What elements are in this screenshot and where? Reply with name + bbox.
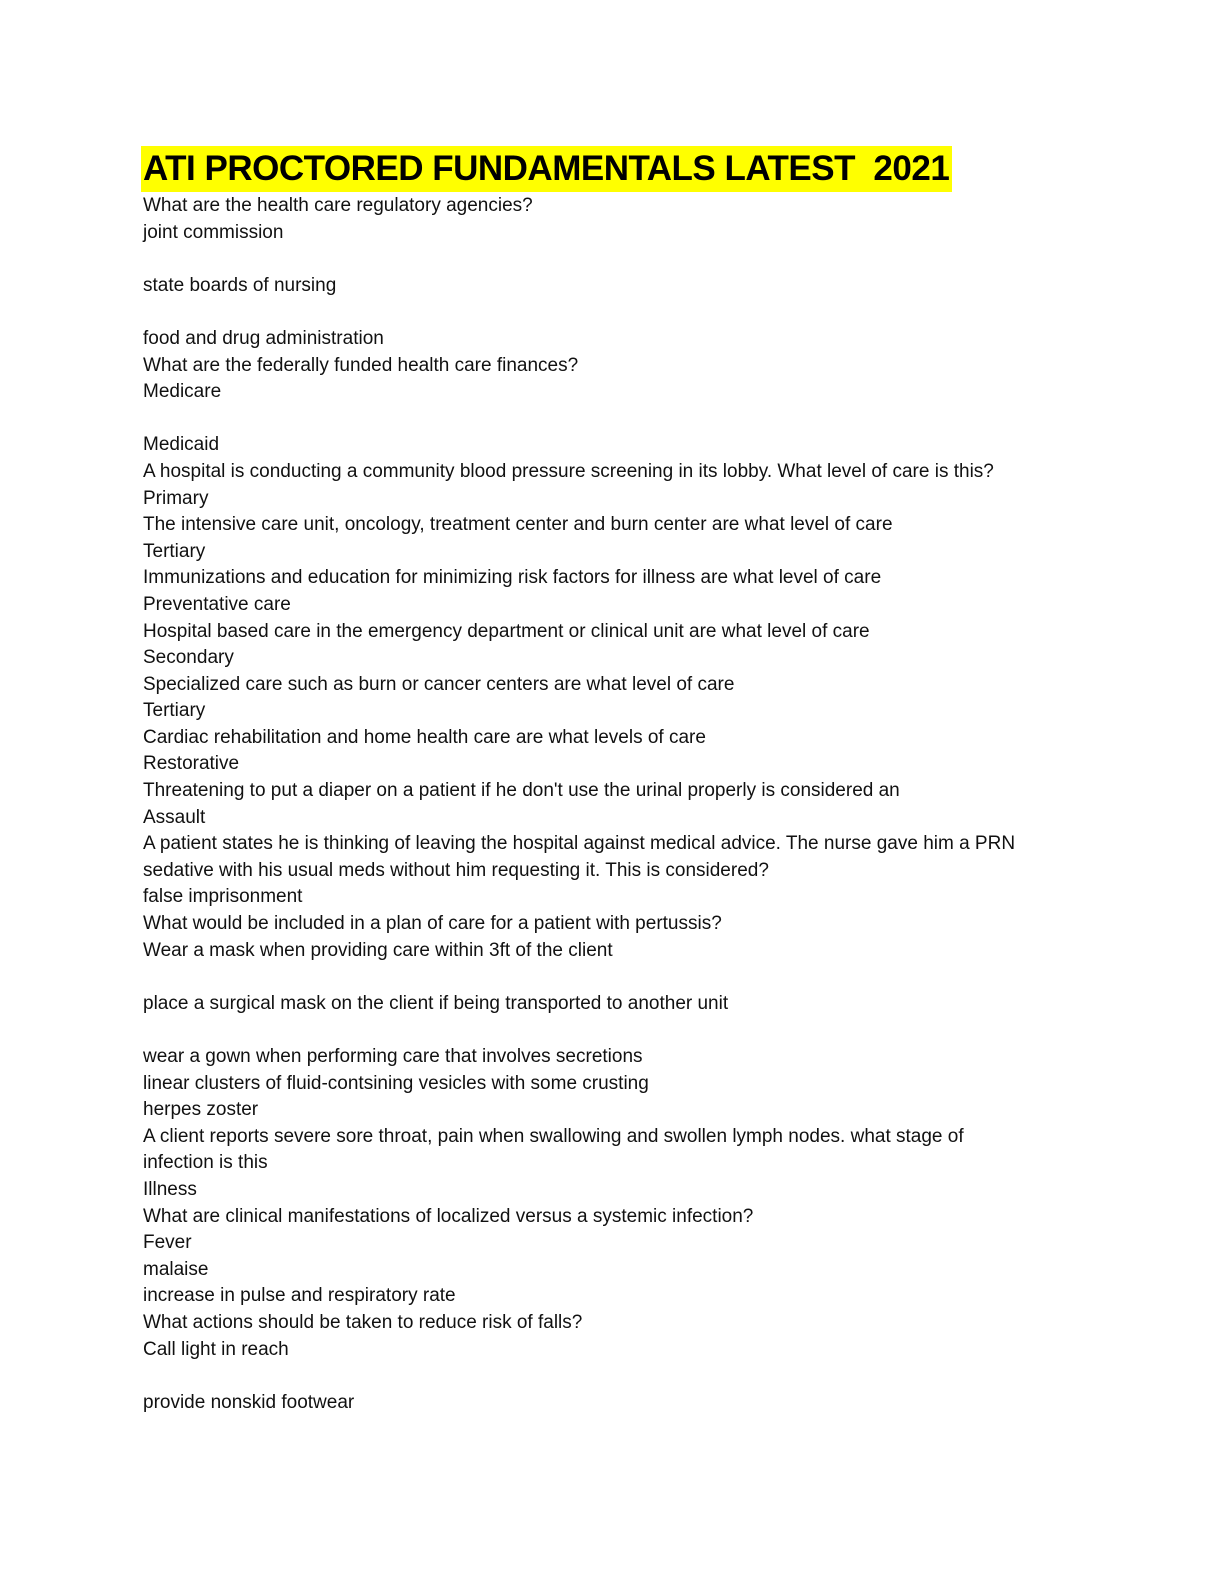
text-line: joint commission: [143, 221, 284, 243]
text-line: sedative with his usual meds without him requesting it. This is considered?: [143, 859, 769, 881]
blank-line: [143, 406, 1083, 433]
text-line: A patient states he is thinking of leaving the hospital against medical advice. The nurse gave him a PRN: [143, 833, 1016, 855]
text-line: Fever: [143, 1232, 192, 1254]
text-line: provide nonskid footwear: [143, 1391, 355, 1413]
blank-line: [143, 246, 1083, 273]
document-title: ATI PROCTORED FUNDAMENTALS LATEST 2021: [141, 146, 952, 192]
text-line: Cardiac rehabilitation and home health care are what levels of care: [143, 726, 706, 748]
text-line: increase in pulse and respiratory rate: [143, 1285, 456, 1307]
text-line: Assault: [143, 806, 206, 828]
text-line: place a surgical mask on the client if being transported to another unit: [143, 992, 729, 1014]
text-line: Hospital based care in the emergency department or clinical unit are what level of care: [143, 620, 870, 642]
text-line: Tertiary: [143, 540, 206, 562]
text-line: What are the federally funded health care finances?: [143, 354, 579, 376]
text-line: What are clinical manifestations of localized versus a systemic infection?: [143, 1205, 754, 1227]
text-line: Preventative care: [143, 593, 291, 615]
text-line: wear a gown when performing care that involves secretions: [143, 1046, 643, 1067]
text-line: malaise: [143, 1258, 209, 1280]
text-line: Call light in reach: [143, 1338, 289, 1360]
blank-line: [143, 1363, 1083, 1390]
text-line: Medicaid: [143, 434, 220, 456]
text-line: What actions should be taken to reduce risk of falls?: [143, 1311, 583, 1333]
text-line: A hospital is conducting a community blood pressure screening in its lobby. What level of care is this?: [143, 460, 994, 482]
text-line: Immunizations and education for minimizing risk factors for illness are what level of care: [143, 567, 882, 589]
document-body: [143, 193, 1083, 1416]
text-line: Wear a mask when providing care within 3ft of the client: [143, 939, 613, 961]
title-block: [141, 146, 952, 192]
text-line: Specialized care such as burn or cancer centers are what level of care: [143, 673, 735, 695]
text-line: Primary: [143, 487, 209, 509]
text-line: food and drug administration: [143, 327, 384, 349]
blank-line: [143, 964, 1083, 991]
text-line: state boards of nursing: [143, 274, 337, 296]
text-line: herpes zoster: [143, 1099, 259, 1121]
text-line: Restorative: [143, 753, 240, 775]
text-line: false imprisonment: [143, 886, 303, 908]
text-line: Threatening to put a diaper on a patient if he don't use the urinal properly is considered an: [143, 780, 900, 802]
text-line: What are the health care regulatory agencies?: [143, 195, 533, 216]
text-line: A client reports severe sore throat, pain when swallowing and swollen lymph nodes. what stage of: [143, 1125, 964, 1147]
blank-line: [143, 1017, 1083, 1044]
text-line: Secondary: [143, 647, 234, 669]
text-line: infection is this: [143, 1152, 268, 1174]
text-line: What would be included in a plan of care for a patient with pertussis?: [143, 913, 722, 935]
text-line: linear clusters of fluid-contsining vesicles with some crusting: [143, 1072, 649, 1094]
text-line: Medicare: [143, 381, 222, 403]
text-line: Illness: [143, 1178, 197, 1200]
text-line: The intensive care unit, oncology, treatment center and burn center are what level of care: [143, 514, 893, 536]
text-line: Tertiary: [143, 700, 206, 722]
blank-line: [143, 299, 1083, 326]
